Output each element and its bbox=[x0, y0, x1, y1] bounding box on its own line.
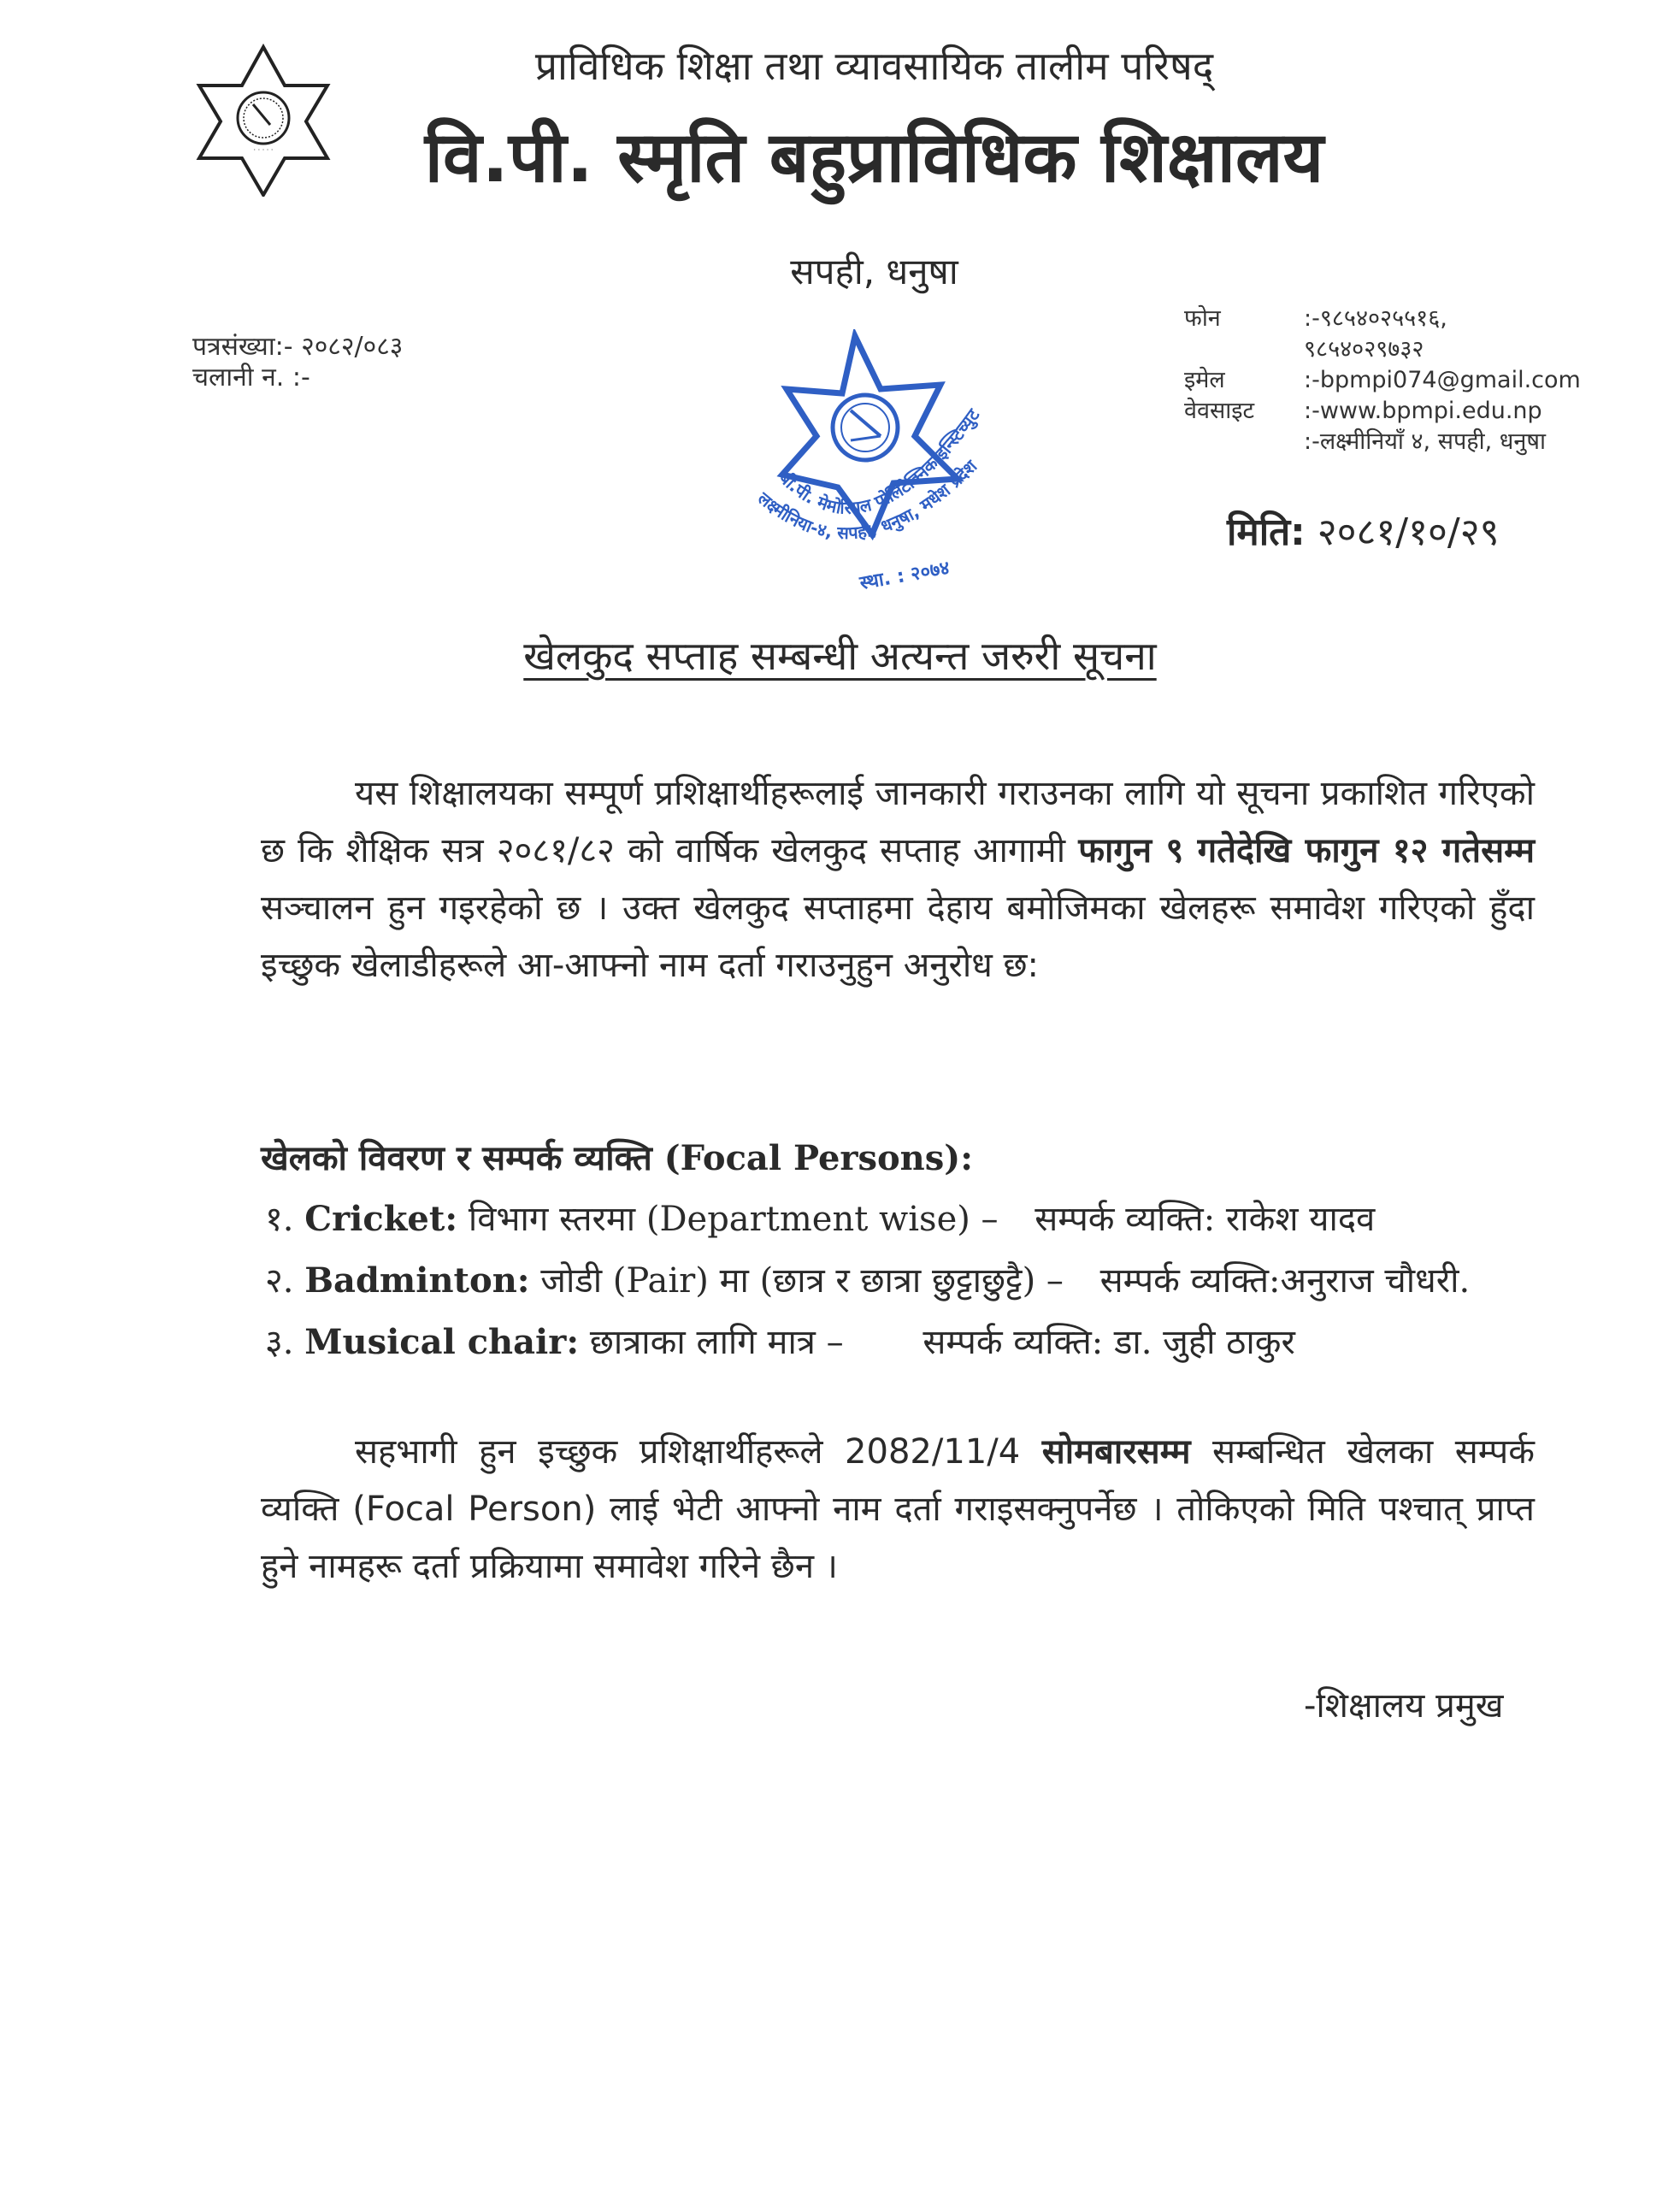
game-contact-person: सम्पर्क व्यक्ति: राकेश यादव bbox=[1035, 1200, 1376, 1239]
letter-number-label: पत्रसंख्या:- bbox=[192, 332, 293, 362]
institution-name: वि.पी. स्मृति बहुप्राविधिक शिक्षालय bbox=[424, 117, 1324, 198]
letter-number bbox=[192, 332, 403, 363]
notice-subject bbox=[0, 628, 1680, 681]
paragraph-2-text-a: सहभागी हुन इच्छुक प्रशिक्षार्थीहरूले 2082/11/4 bbox=[355, 1432, 1042, 1472]
seal-established: स्था. : २०७४ bbox=[858, 558, 952, 594]
date-value: २०८१/१०/२९ bbox=[1317, 510, 1500, 554]
email-value[interactable]: :-bpmpi074@gmail.com bbox=[1304, 367, 1581, 393]
seal-text-line-1: बी.पी. मेमोरियल पोलिटेक्निक इन्स्टिच्युट bbox=[775, 404, 984, 518]
date-line bbox=[1227, 504, 1499, 556]
letter-number-value: २०८२/०८३ bbox=[301, 332, 404, 362]
council-name: प्राविधिक शिक्षा तथा व्यावसायिक तालीम परिषद् bbox=[534, 43, 1214, 89]
focal-persons-heading: खेलको विवरण र सम्पर्क व्यक्ति (Focal Persons): bbox=[261, 1138, 973, 1178]
games-list bbox=[265, 1189, 1470, 1373]
game-contact-person: सम्पर्क व्यक्ति:अनुराज चौधरी. bbox=[1099, 1261, 1471, 1301]
reference-block bbox=[192, 332, 403, 393]
item-number: ३. bbox=[265, 1323, 294, 1362]
phone-value-1: :-९८५४०२५५१६, bbox=[1304, 305, 1447, 332]
phone-row bbox=[1184, 304, 1581, 334]
phone-value-2: ९८५४०२९७३२ bbox=[1304, 336, 1424, 363]
phone-label: फोन bbox=[1184, 305, 1221, 332]
paragraph-2-deadline: सोमबारसम्म bbox=[1041, 1432, 1191, 1472]
paragraph-1-dates: फागुन ९ गतेदेखि फागुन १२ गतेसम्म bbox=[1078, 831, 1535, 870]
game-description: जोडी (Pair) मा (छात्र र छात्रा छुट्टाछुट्टै) – bbox=[540, 1261, 1064, 1301]
paragraph-2-text-b: सम्बन्धित खेलका सम्पर्क व्यक्ति (Focal Person) लाई भेटी आफ्नो नाम दर्ता गराइसक्नुपर्नेछ । तोकिएको मिति पश्चात् प्राप्त हुने नामहरू दर्ता प्रक्रियामा समावेश गरिने छैन । bbox=[261, 1432, 1536, 1586]
game-contact-person: सम्पर्क व्यक्ति: डा. जुही ठाकुर bbox=[923, 1323, 1295, 1362]
dispatch-number-label: चलानी न. :- bbox=[192, 363, 310, 392]
paragraph-1-text-a: यस शिक्षालयका सम्पूर्ण प्रशिक्षार्थीहरूलाई जानकारी गराउनका लागि यो सूचना प्रकाशित गरिएको छ कि शैक्षिक सत्र २०८१/८२ को वार्षिक खेलकुद सप्ताह आगामी bbox=[261, 774, 1535, 870]
institution-location: सपही, धनुषा bbox=[790, 251, 958, 292]
address-row bbox=[1184, 427, 1581, 457]
game-description: विभाग स्तरमा (Department wise) – bbox=[468, 1200, 999, 1239]
address-value: :-लक्ष्मीनियाँ ४, सपही, धनुषा bbox=[1304, 428, 1546, 455]
notice-subject-text: खेलकुद सप्ताह सम्बन्धी अत्यन्त जरुरी सूचना bbox=[523, 633, 1157, 679]
contact-block bbox=[1184, 304, 1581, 457]
item-number: १. bbox=[265, 1200, 294, 1239]
signature: -शिक्षालय प्रमुख bbox=[1304, 1686, 1504, 1726]
website-label: वेवसाइट bbox=[1184, 398, 1255, 424]
date-label: मिति: bbox=[1227, 510, 1306, 554]
game-description: छात्राका लागि मात्र – bbox=[589, 1323, 844, 1362]
email-row bbox=[1184, 365, 1581, 396]
list-item-badminton bbox=[265, 1250, 1470, 1312]
list-item-cricket bbox=[265, 1189, 1470, 1250]
game-name: Cricket: bbox=[304, 1199, 458, 1239]
paragraph-1-text-b: सञ्चालन हुन गइरहेको छ । उक्त खेलकुद सप्ताहमा देहाय बमोजिमका खेलहरू समावेश गरिएको हुँदा इच्छुक खेलाडीहरूले आ-आफ्नो नाम दर्ता गराउनुहुन अनुरोध छ: bbox=[261, 888, 1535, 985]
game-name: Badminton: bbox=[304, 1260, 530, 1301]
svg-text:· · · · ·: · · · · · bbox=[253, 146, 274, 154]
notice-paragraph-2 bbox=[261, 1424, 1535, 1596]
game-name: Musical chair: bbox=[304, 1322, 580, 1362]
website-value[interactable]: :-www.bpmpi.edu.np bbox=[1304, 398, 1542, 424]
seal-text-line-2: लक्ष्मीनिया-४, सपही, धनुषा, मधेश प्रदेश bbox=[753, 456, 981, 544]
institution-seal-icon bbox=[744, 329, 1017, 594]
website-row bbox=[1184, 396, 1581, 427]
notice-paragraph-1 bbox=[261, 765, 1535, 994]
list-item-musical-chair bbox=[265, 1312, 1470, 1373]
email-label: इमेल bbox=[1184, 367, 1225, 393]
item-number: २. bbox=[265, 1261, 294, 1301]
